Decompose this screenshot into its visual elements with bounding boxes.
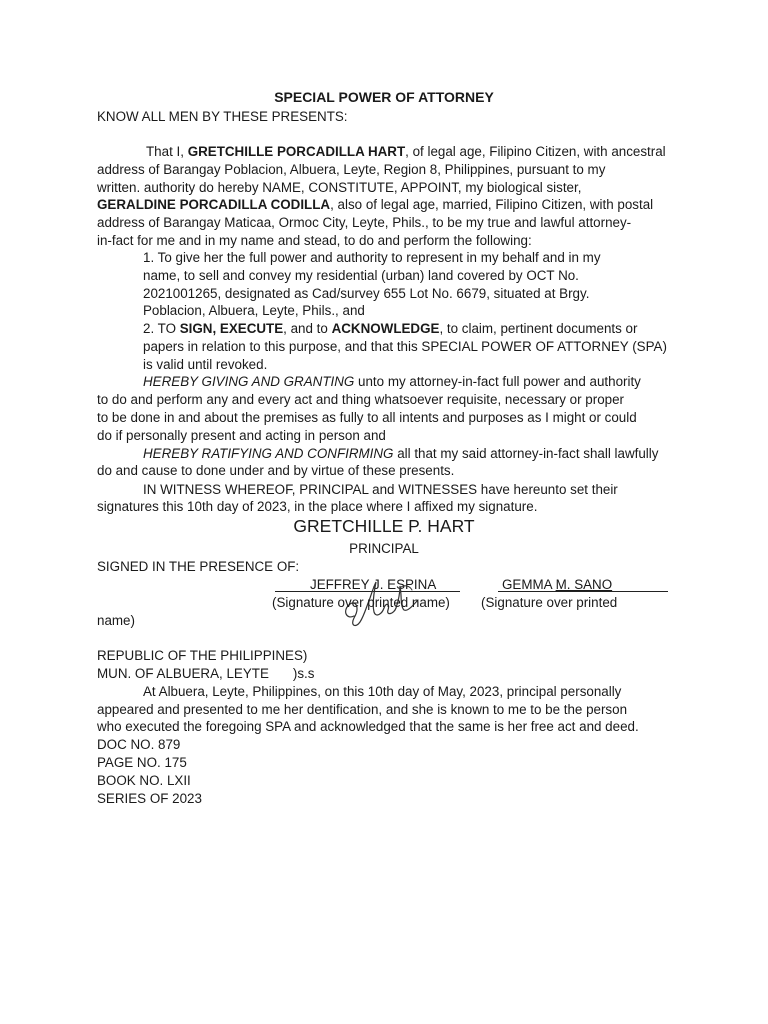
ack-line2: appeared and presented to me her dentification, and she is known to me to be the person bbox=[97, 702, 628, 717]
page-no: PAGE NO. 175 bbox=[97, 755, 187, 770]
para1-line6: in-fact for me and in my name and stead, to do and perform the following: bbox=[97, 233, 532, 248]
giving-line4: do if personally present and acting in person and bbox=[97, 428, 386, 443]
witness2-caption: (Signature over printed bbox=[481, 595, 618, 610]
item2-line2: papers in relation to this purpose, and that this SPECIAL POWER OF ATTORNEY (SPA) bbox=[143, 339, 667, 354]
document-title: SPECIAL POWER OF ATTORNEY bbox=[274, 89, 494, 105]
signed-presence-line: SIGNED IN THE PRESENCE OF: bbox=[97, 559, 300, 574]
witness-line1: IN WITNESS WHEREOF, PRINCIPAL and WITNESSES have hereunto set their bbox=[143, 482, 618, 497]
para1-line2: address of Barangay Poblacion, Albuera, Leyte, Region 8, Philippines, pursuant to my bbox=[97, 162, 606, 177]
ack-line3: who executed the foregoing SPA and acknowledged that the same is her free act and deed. bbox=[97, 719, 639, 734]
witness1-name: JEFFREY J. ESPINA bbox=[310, 577, 437, 592]
witness1-caption: (Signature over printed name) bbox=[272, 595, 450, 610]
witness2-name: GEMMA M. SANO bbox=[502, 577, 613, 592]
item2-line1: 2. TO SIGN, EXECUTE, and to ACKNOWLEDGE, to claim, pertinent documents or bbox=[143, 321, 638, 336]
giving-line2: to do and perform any and every act and thing whatsoever requisite, necessary or proper bbox=[97, 392, 624, 407]
book-no: BOOK NO. LXII bbox=[97, 773, 191, 788]
witness-line2: signatures this 10th day of 2023, in the place where I affixed my signature. bbox=[97, 499, 538, 514]
opening-line: KNOW ALL MEN BY THESE PRESENTS: bbox=[97, 109, 348, 124]
witness2-caption-wrap: name) bbox=[97, 613, 135, 628]
ack-line1: At Albuera, Leyte, Philippines, on this 10th day of May, 2023, principal personally bbox=[143, 684, 622, 699]
item1-line3: 2021001265, designated as Cad/survey 655 Lot No. 6679, situated at Brgy. bbox=[143, 286, 590, 301]
para1-line5: address of Barangay Maticaa, Ormoc City, Leyte, Phils., to be my true and lawful attorney- bbox=[97, 215, 632, 230]
item2-line3: is valid until revoked. bbox=[143, 357, 268, 372]
para1-line4: GERALDINE PORCADILLA CODILLA, also of legal age, married, Filipino Citizen, with postal bbox=[97, 197, 654, 212]
item1-line2: name, to sell and convey my residential (urban) land covered by OCT No. bbox=[143, 268, 579, 283]
principal-name: GRETCHILLE P. HART bbox=[293, 516, 475, 536]
item1-line4: Poblacion, Albuera, Leyte, Phils., and bbox=[143, 303, 365, 318]
republic-line: REPUBLIC OF THE PHILIPPINES) bbox=[97, 648, 308, 663]
principal-label: PRINCIPAL bbox=[349, 541, 419, 556]
ratifying-line2: do and cause to done under and by virtue of these presents. bbox=[97, 463, 455, 478]
municipality-line: MUN. OF ALBUERA, LEYTE )s.s bbox=[97, 666, 315, 681]
para1-line3: written. authority do hereby NAME, CONSTITUTE, APPOINT, my biological sister, bbox=[97, 180, 582, 195]
doc-no: DOC NO. 879 bbox=[97, 737, 181, 752]
item1-line1: 1. To give her the full power and authority to represent in my behalf and in my bbox=[143, 250, 601, 265]
series-no: SERIES OF 2023 bbox=[97, 791, 202, 806]
giving-line3: to be done in and about the premises as fully to all intents and purposes as I might or could bbox=[97, 410, 637, 425]
para1-line1: That I, GRETCHILLE PORCADILLA HART, of legal age, Filipino Citizen, with ancestral bbox=[146, 144, 666, 159]
ratifying-line1: HEREBY RATIFYING AND CONFIRMING all that my said attorney-in-fact shall lawfully bbox=[143, 446, 659, 461]
giving-line1: HEREBY GIVING AND GRANTING unto my attorney-in-fact full power and authority bbox=[143, 374, 641, 389]
